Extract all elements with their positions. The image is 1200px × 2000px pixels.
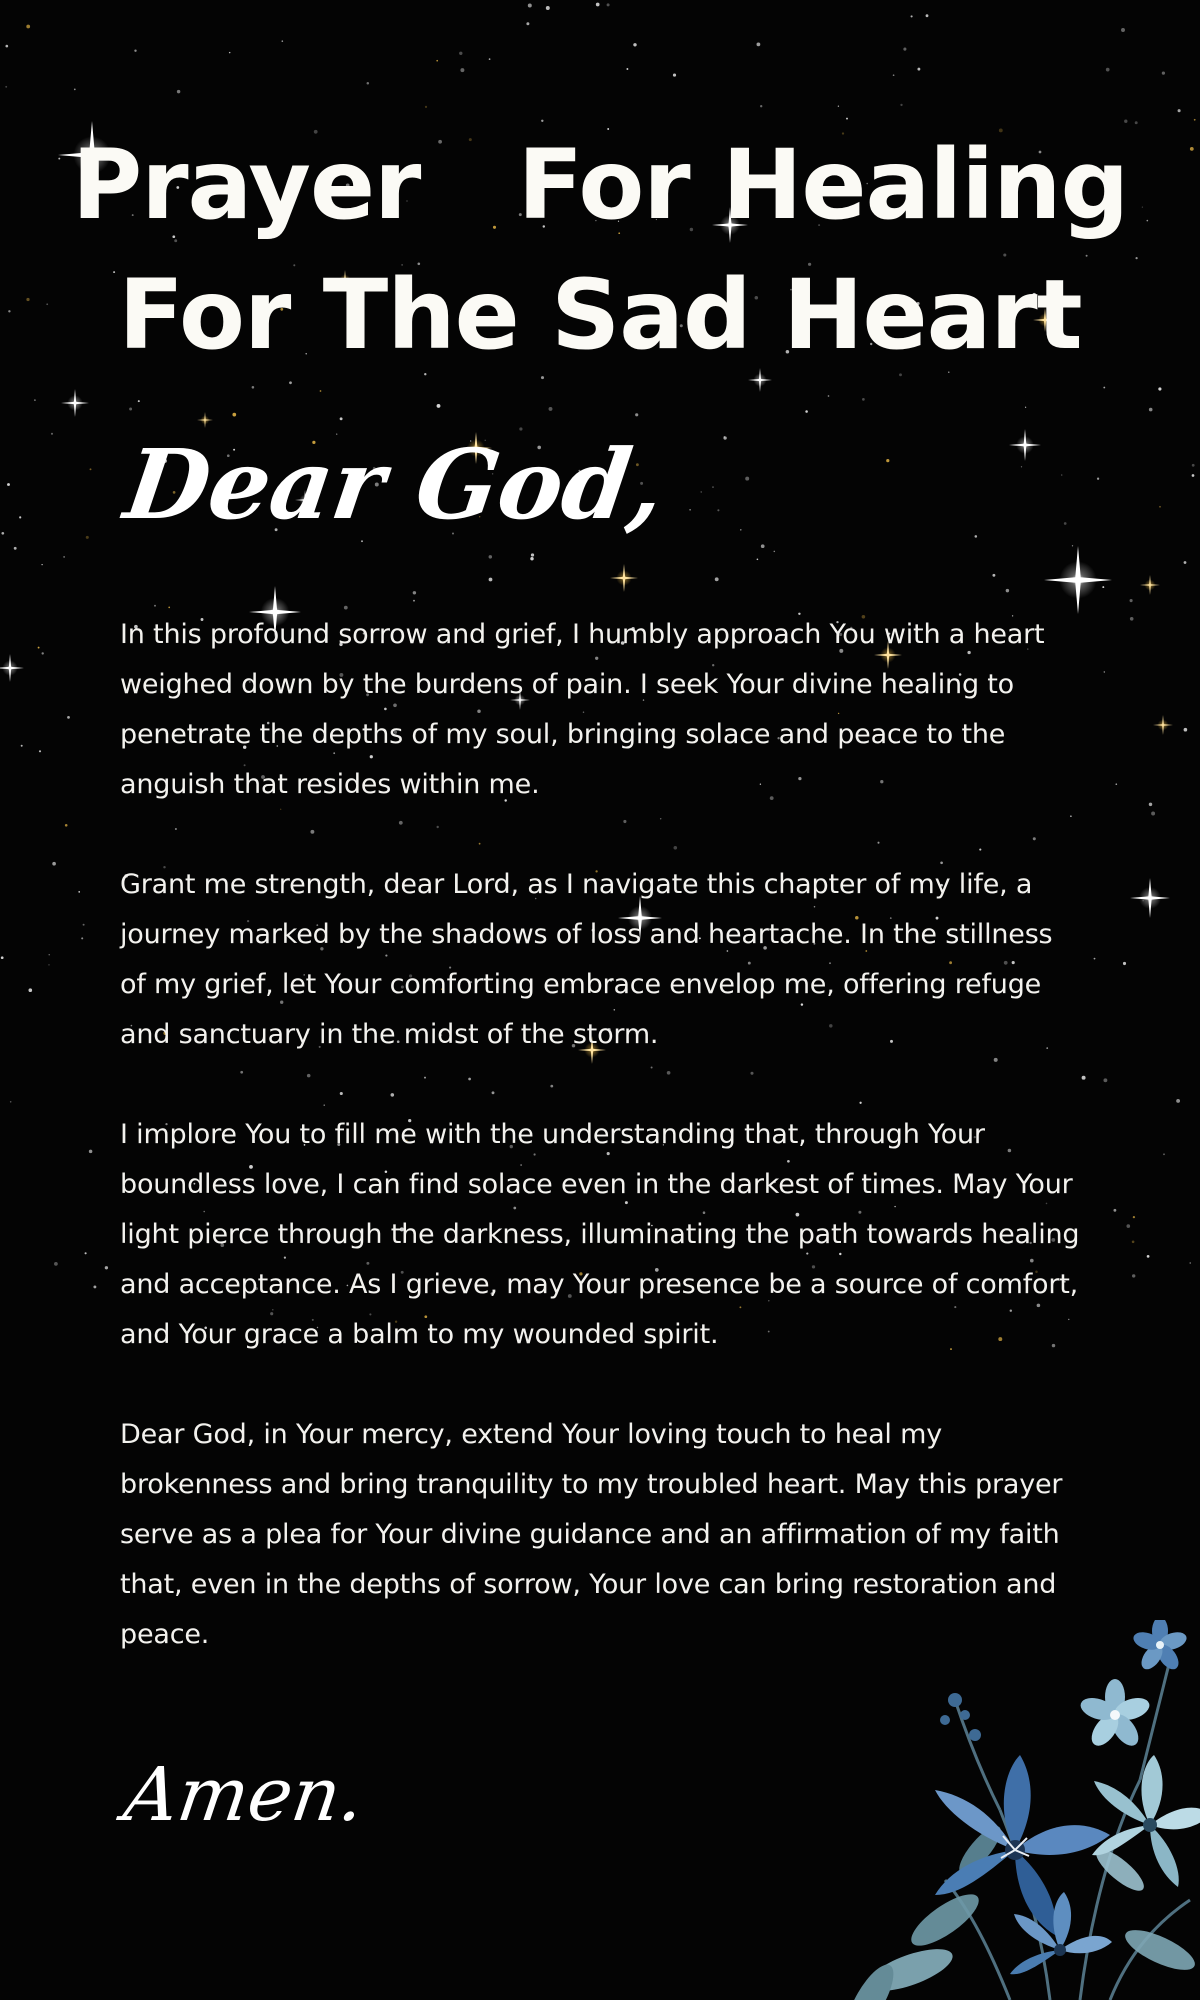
star-dot: [1130, 599, 1133, 602]
star-dot: [723, 436, 726, 439]
star-dot: [1021, 466, 1022, 467]
star-dot: [39, 750, 41, 752]
star-dot: [1130, 617, 1134, 621]
star-dot: [1126, 1224, 1130, 1228]
paragraph-2: Grant me strength, dear Lord, as I navigate this chapter of my life, a journey marked by the shadows of loss and heartache. In the stillness of my grief, let Your comforting embrace envelop me, offering refuge and sanctuary in the midst of the storm.: [120, 869, 1053, 1050]
star-dot: [74, 89, 76, 91]
star-dot: [26, 25, 30, 29]
star-dot: [489, 555, 492, 558]
star-dot: [93, 1285, 96, 1288]
star-dot: [21, 745, 23, 747]
star-dot: [1133, 1216, 1135, 1218]
star-dot: [1097, 478, 1099, 480]
star-dot: [367, 82, 370, 85]
title-line-1: Prayer For Healing: [71, 129, 1129, 241]
star-dot: [717, 509, 719, 511]
star-dot: [5, 86, 7, 88]
star-dot: [1149, 408, 1153, 412]
star-dot: [459, 52, 462, 55]
star-dot: [1178, 109, 1181, 112]
star-dot: [85, 1252, 87, 1254]
star-dot: [1184, 728, 1188, 732]
star-dot: [1149, 803, 1152, 806]
star-dot: [1102, 586, 1104, 588]
star-dot: [282, 40, 284, 42]
star-dot: [546, 6, 550, 10]
star-dot: [38, 647, 40, 649]
star-dot: [177, 90, 180, 93]
star-dot: [760, 105, 762, 107]
star-dot: [252, 386, 255, 389]
star-dot: [911, 15, 913, 17]
star-dot: [1121, 28, 1125, 32]
star-dot: [673, 74, 676, 77]
star-dot: [893, 74, 895, 76]
star-dot: [926, 14, 929, 17]
closing-amen: Amen.: [118, 1752, 370, 1838]
star-dot: [67, 716, 70, 719]
star-dot: [1061, 474, 1063, 476]
star-dot: [65, 824, 68, 827]
sparkle-star: [1153, 715, 1173, 735]
star-dot: [1176, 1099, 1180, 1103]
paragraph-1: In this profound sorrow and grief, I humbly approach You with a heart weighed down by the burdens of pain. I seek Your divine healing to penetrate the depths of my soul, bringing solace and peace to the anguish that resides within me.: [120, 619, 1045, 800]
star-dot: [1123, 962, 1126, 965]
star-dot: [992, 574, 995, 577]
page-title: [0, 120, 1200, 380]
star-dot: [168, 607, 170, 609]
star-dot: [626, 68, 628, 70]
star-dot: [838, 106, 839, 107]
star-dot: [1, 532, 4, 535]
star-dot: [344, 606, 348, 610]
star-dot: [689, 509, 691, 511]
star-dot: [633, 43, 636, 46]
star-dot: [1190, 1262, 1191, 1263]
star-dot: [14, 547, 17, 550]
star-dot: [1072, 545, 1073, 546]
star-dot: [129, 408, 132, 411]
star-dot: [1113, 1209, 1116, 1212]
star-dot: [1163, 1153, 1165, 1155]
star-dot: [1104, 671, 1105, 672]
star-dot: [1115, 783, 1117, 785]
star-dot: [1, 956, 4, 959]
sparkle-star: [1044, 546, 1112, 614]
star-dot: [232, 413, 236, 417]
star-dot: [7, 483, 10, 486]
star-dot: [5, 45, 8, 48]
star-dot: [712, 486, 713, 487]
star-dot: [78, 891, 80, 893]
star-dot: [54, 1262, 58, 1266]
star-dot: [436, 60, 438, 62]
star-dot: [526, 22, 529, 25]
star-dot: [1159, 506, 1161, 508]
star-dot: [49, 954, 50, 955]
title-line-2: For The Sad Heart: [118, 259, 1082, 371]
star-dot: [757, 558, 759, 560]
star-dot: [1082, 1076, 1086, 1080]
star-dot: [19, 516, 21, 518]
star-dot: [52, 862, 56, 866]
star-dot: [1192, 474, 1195, 477]
star-dot: [90, 468, 92, 470]
star-dot: [81, 937, 83, 939]
star-dot: [83, 924, 85, 926]
star-dot: [903, 48, 906, 51]
star-dot: [635, 413, 638, 416]
salutation: Dear God,: [118, 428, 672, 541]
star-dot: [34, 399, 36, 401]
star-dot: [1103, 1078, 1107, 1082]
sparkle-star: [1130, 878, 1170, 918]
star-dot: [10, 1101, 12, 1103]
star-dot: [1103, 387, 1105, 389]
star-dot: [489, 578, 493, 582]
star-dot: [229, 52, 230, 53]
star-dot: [105, 1266, 108, 1269]
sparkle-star: [610, 564, 638, 592]
star-dot: [154, 605, 156, 607]
star-dot: [757, 43, 761, 47]
star-dot: [1151, 812, 1155, 816]
star-dot: [460, 68, 464, 72]
flower-illustration: [850, 1620, 1200, 2000]
star-dot: [63, 556, 65, 558]
star-dot: [862, 398, 865, 401]
paragraph-4: Dear God, in Your mercy, extend Your loving touch to heal my brokenness and bring tranquility to my troubled heart. May this prayer serve as a plea for Your divine guidance and an affirmation of my faith that, even in the depths of sorrow, Your love can bring restoration and peace.: [120, 1419, 1063, 1650]
star-dot: [1192, 464, 1195, 467]
star-dot: [900, 104, 902, 106]
star-dot: [413, 591, 416, 594]
star-dot: [1132, 1241, 1135, 1244]
star-dot: [138, 400, 140, 402]
star-dot: [701, 491, 702, 492]
star-dot: [51, 433, 53, 435]
star-dot: [1006, 589, 1009, 592]
star-dot: [1162, 71, 1165, 74]
star-dot: [413, 600, 415, 602]
star-dot: [828, 395, 830, 397]
star-dot: [975, 535, 978, 538]
star-dot: [805, 410, 808, 413]
star-dot: [1184, 561, 1187, 564]
sparkle-star: [1140, 575, 1160, 595]
sparkle-star: [61, 389, 89, 417]
star-dot: [320, 390, 322, 392]
star-dot: [528, 4, 532, 8]
star-dot: [886, 459, 889, 462]
paragraph-3: I implore You to fill me with the understanding that, through Your boundless love, I can find solace even in the darkest of times. May Your light pierce through the darkness, illuminating the path towards healing and acceptance. As I grieve, may Your presence be a source of comfort, and Your grace a balm to my wounded spirit.: [120, 1119, 1080, 1350]
sparkle-star: [1009, 429, 1041, 461]
star-dot: [531, 553, 534, 556]
star-dot: [774, 551, 776, 553]
star-dot: [715, 577, 719, 581]
star-dot: [596, 3, 600, 7]
star-dot: [917, 68, 920, 71]
star-dot: [607, 3, 610, 6]
star-dot: [134, 50, 136, 52]
star-dot: [42, 652, 44, 654]
star-dot: [1025, 407, 1026, 408]
star-dot: [437, 404, 441, 408]
star-dot: [1158, 387, 1161, 390]
star-dot: [289, 381, 292, 384]
prayer-body: [120, 610, 1080, 1710]
star-dot: [425, 106, 427, 108]
star-dot: [29, 988, 33, 992]
star-dot: [1147, 1255, 1150, 1258]
star-dot: [745, 477, 749, 481]
star-dot: [41, 564, 42, 565]
sparkle-star: [0, 654, 24, 682]
star-dot: [489, 58, 491, 60]
star-dot: [48, 964, 49, 965]
star-dot: [549, 407, 553, 411]
star-dot: [1132, 1274, 1135, 1277]
star-dot: [740, 529, 741, 530]
star-dot: [1094, 958, 1096, 960]
star-dot: [1064, 522, 1067, 525]
star-dot: [89, 1150, 93, 1154]
star-dot: [86, 536, 89, 539]
star-dot: [1106, 68, 1110, 72]
star-dot: [761, 544, 765, 548]
star-dot: [340, 417, 343, 420]
star-dot: [530, 557, 533, 560]
